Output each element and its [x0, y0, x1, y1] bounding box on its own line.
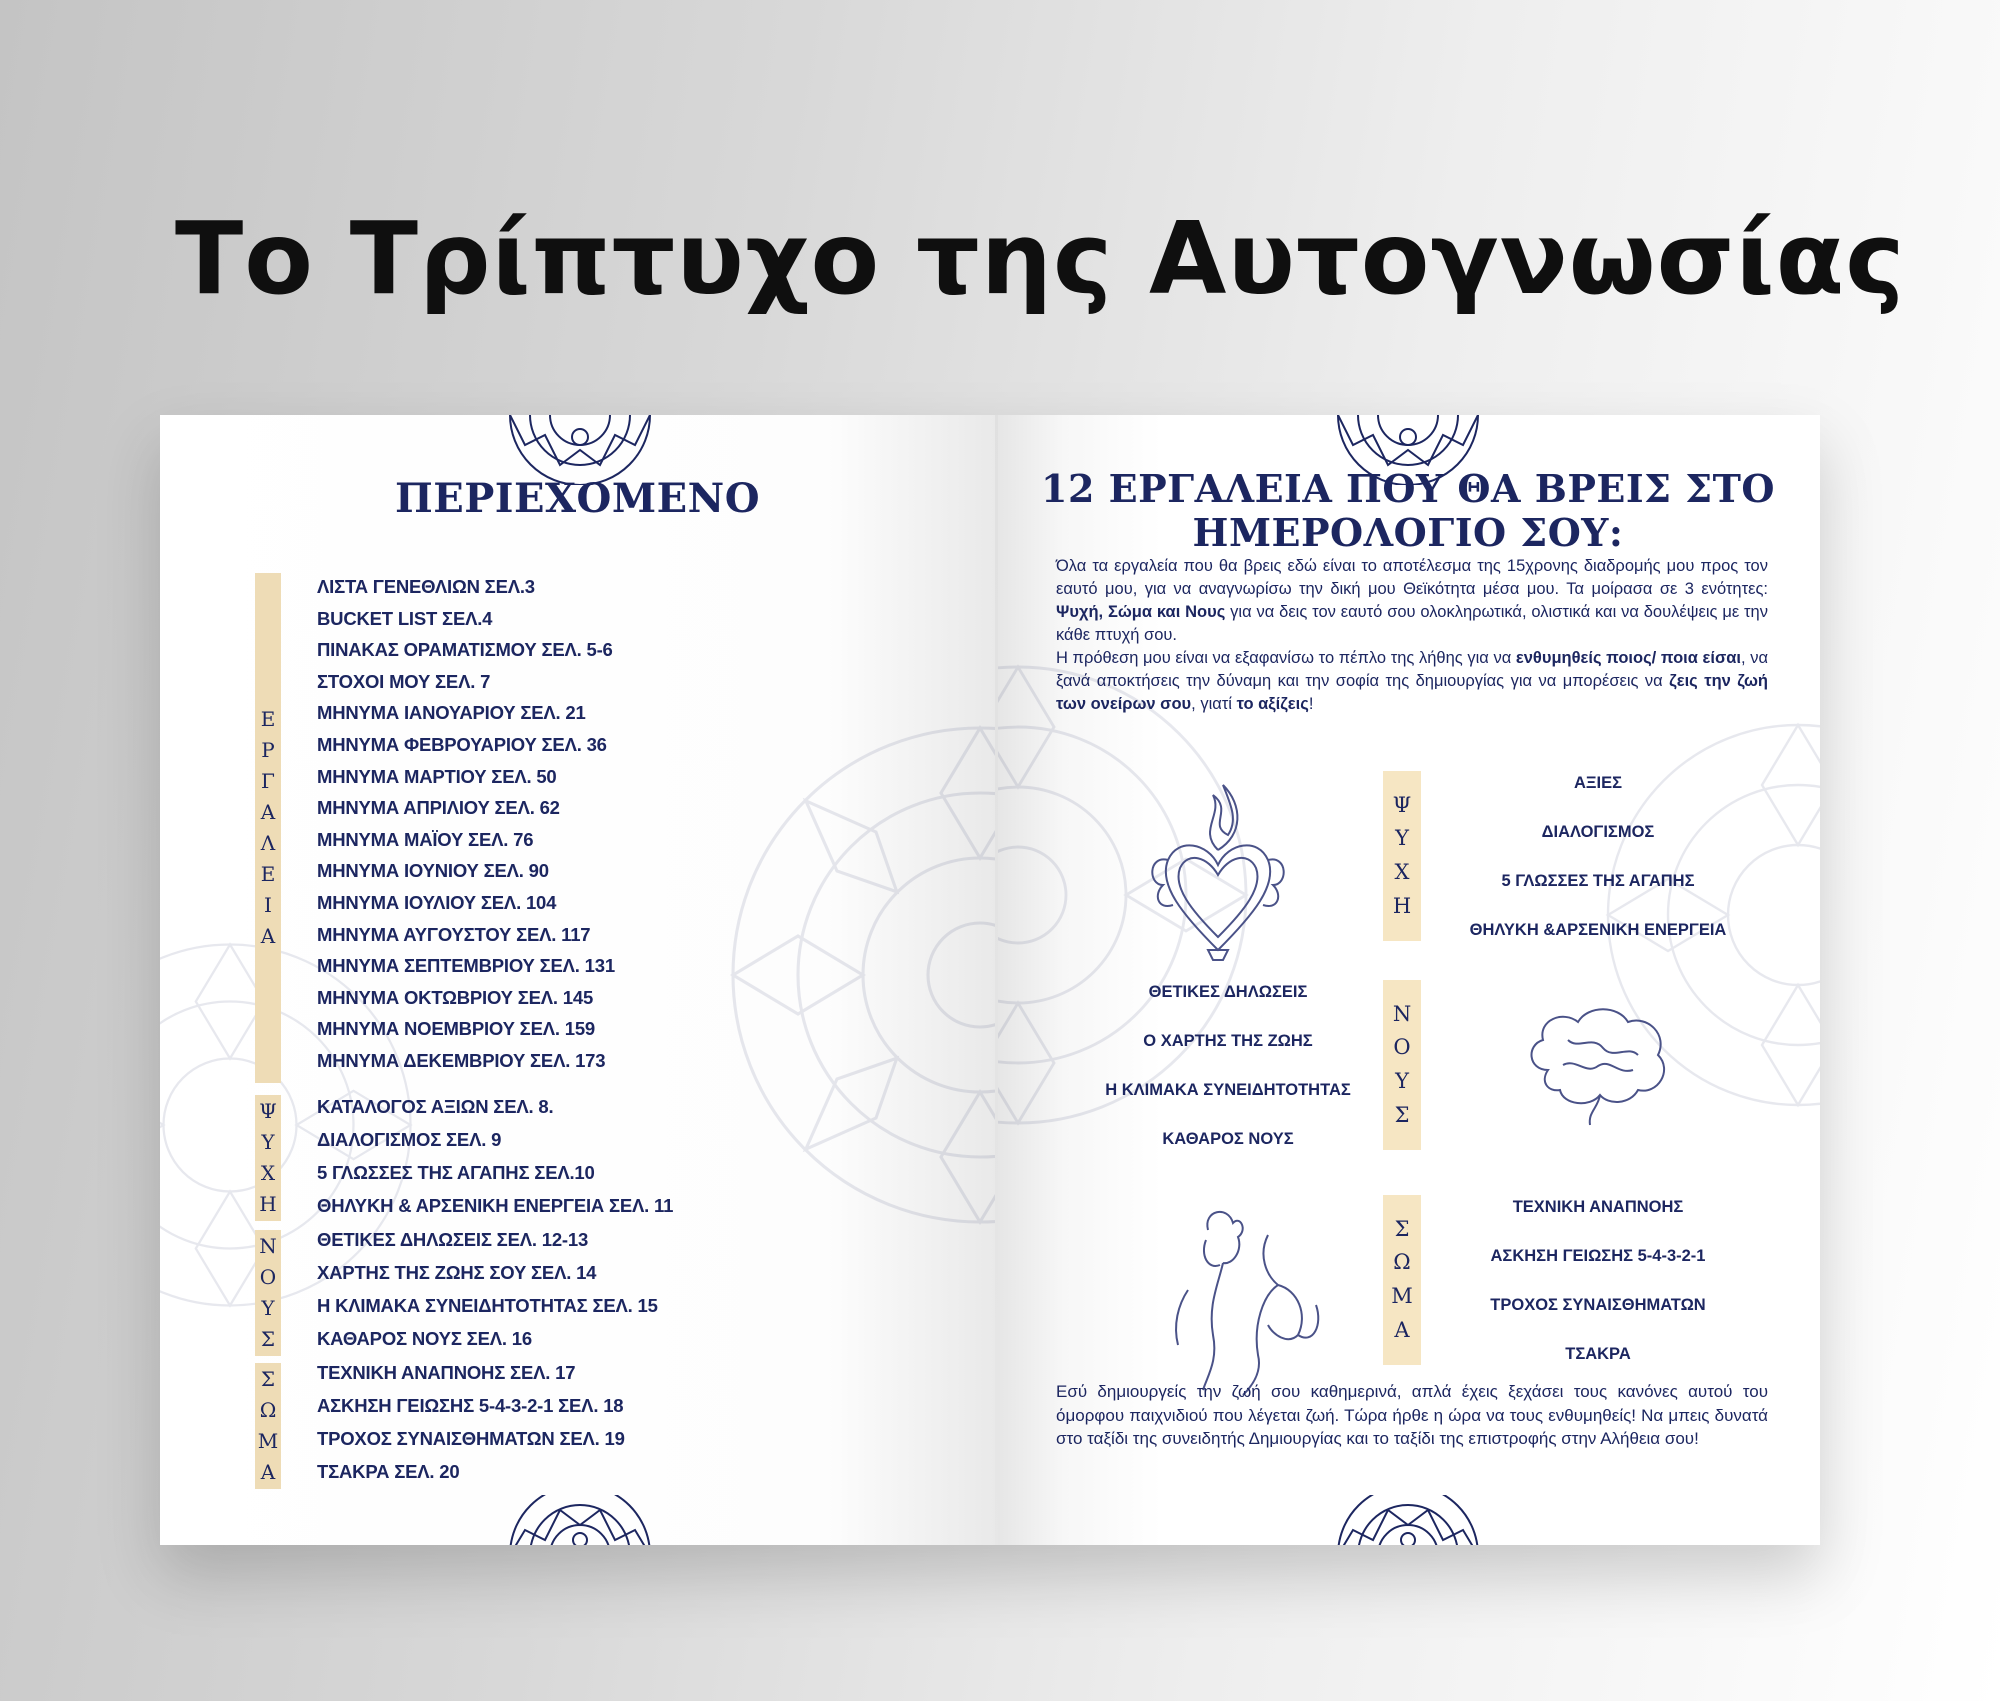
brain-illustration — [1518, 1000, 1678, 1130]
toc-item: ΜΗΝΥΜΑ ΔΕΚΕΜΒΡΙΟΥ ΣΕΛ. 173 — [317, 1049, 606, 1071]
tool-item: Η ΚΛΙΜΑΚΑ ΣΥΝΕΙΔΗΤΟΤΗΤΑΣ — [1105, 1081, 1351, 1099]
tool-item: ΤΡΟΧΟΣ ΣΥΝΑΙΣΘΗΜΑΤΩΝ — [1490, 1296, 1706, 1314]
tool-item: ΚΑΘΑΡΟΣ ΝΟΥΣ — [1162, 1130, 1294, 1148]
label-letter: Ν — [259, 1234, 277, 1258]
label-letter: Λ — [260, 831, 276, 855]
label-letter: Υ — [1395, 1069, 1409, 1093]
tool-item: ΑΞΙΕΣ — [1573, 774, 1623, 792]
toc-list-swma — [317, 1356, 625, 1488]
tool-item: ΑΣΚΗΣΗ ΓΕΙΩΣΗΣ 5-4-3-2-1 — [1490, 1247, 1706, 1265]
toc-item: ΜΗΝΥΜΑ ΜΑΪΟΥ ΣΕΛ. 76 — [317, 828, 534, 850]
tool-item: ΘΗΛΥΚΗ &ΑΡΣΕΝΙΚΗ ΕΝΕΡΓΕΙΑ — [1469, 921, 1727, 939]
label-letter: Υ — [261, 1296, 275, 1320]
label-letter: Α — [260, 800, 276, 824]
toc-item: 5 ΓΛΩΣΣΕΣ ΤΗΣ ΑΓΑΠΗΣ ΣΕΛ.10 — [317, 1162, 595, 1183]
toc-list-psyxh — [317, 1090, 673, 1222]
tool-item: Ο ΧΑΡΤΗΣ ΤΗΣ ΖΩΗΣ — [1143, 1032, 1313, 1050]
toc-item: ΜΗΝΥΜΑ ΙΟΥΝΙΟΥ ΣΕΛ. 90 — [317, 860, 549, 882]
toc-item: ΜΗΝΥΜΑ ΝΟΕΜΒΡΙΟΥ ΣΕΛ. 159 — [317, 1018, 596, 1040]
label-letter: Η — [259, 1192, 277, 1216]
intro-paragraph — [1056, 555, 1768, 716]
toc-item: Η ΚΛΙΜΑΚΑ ΣΥΝΕΙΔΗΤΟΤΗΤΑΣ ΣΕΛ. 15 — [317, 1295, 658, 1316]
toc-item: ΜΗΝΥΜΑ ΑΠΡΙΛΙΟΥ ΣΕΛ. 62 — [317, 797, 560, 819]
tools-list-nous — [1078, 968, 1378, 1164]
group-label-psyxh — [255, 1095, 281, 1221]
intro-bold: το αξίζεις — [1236, 695, 1309, 713]
label-letter: Ψ — [259, 1099, 277, 1123]
intro-text: για να δεις τον εαυτό σου ολοκληρωτικά, ολιστικά και να δουλέψεις με την κάθε πτυχή σου. — [1056, 603, 1768, 644]
toc-list-ergaleia — [317, 571, 615, 1077]
label-letter: Μ — [1391, 1284, 1413, 1308]
label-letter: Η — [1392, 893, 1412, 918]
right-page — [998, 415, 1820, 1545]
intro-text: , να ξανά αποκτήσεις την δύναμη και την σοφία της δημιουργίας για να μπορέσεις να — [1056, 649, 1768, 690]
toc-heading: ΠΕΡΙΕΧΟΜΕΝΟ — [394, 475, 761, 522]
toc-item: ΜΗΝΥΜΑ ΙΑΝΟΥΑΡΙΟΥ ΣΕΛ. 21 — [317, 702, 586, 724]
intro-bold: Ψυχή, Σώμα και Νους — [1056, 603, 1226, 621]
label-letter: Σ — [1394, 1102, 1410, 1127]
label-letter: Σ — [1394, 1216, 1410, 1241]
outro-paragraph: Εσύ δημιουργείς την ζωή σου καθημερινά, απλά έχεις ξεχάσει τους κανόνες αυτού του όμορφου παιχνιδιού που λέγεται ζωή. Τώρα ήρθε η ώρα να τους ενθυμηθείς! Να μπεις δυνατά στο ταξίδι της συνειδητής Δημιουργίας και το ταξίδι της επιστροφής στην Αλήθεια σου! — [1056, 1382, 1768, 1448]
toc-item: ΑΣΚΗΣΗ ΓΕΙΩΣΗΣ 5-4-3-2-1 ΣΕΛ. 18 — [317, 1395, 624, 1416]
intro-bold: ζεις την ζωή των ονείρων σου — [1056, 672, 1768, 713]
label-letter: Α — [260, 1460, 276, 1484]
group-label-nous — [255, 1230, 281, 1356]
label-letter: Σ — [260, 1327, 276, 1351]
label-letter: Ρ — [261, 738, 275, 762]
label-letter: Ε — [260, 707, 276, 731]
toc-item: ΜΗΝΥΜΑ ΜΑΡΤΙΟΥ ΣΕΛ. 50 — [317, 765, 557, 787]
tools-heading — [1028, 467, 1788, 555]
left-page — [160, 415, 995, 1545]
label-letter: Ω — [259, 1398, 277, 1422]
label-letter: Ο — [1393, 1035, 1411, 1060]
label-letter: Υ — [261, 1130, 275, 1154]
label-letter: Γ — [261, 769, 275, 793]
mandala-watermark-icon — [720, 715, 995, 1235]
main-title: Το Τρίπτυχο της Αυτογνωσίας — [175, 200, 1906, 317]
label-letter: Σ — [260, 1367, 276, 1391]
label-letter: Ι — [264, 893, 272, 917]
toc-list-nous — [317, 1223, 658, 1355]
intro-text: Η πρόθεση μου είναι να εξαφανίσω το πέπλο της λήθης για να — [1056, 649, 1516, 667]
toc-item: ΘΕΤΙΚΕΣ ΔΗΛΩΣΕΙΣ ΣΕΛ. 12-13 — [317, 1229, 589, 1250]
tool-item: ΔΙΑΛΟΓΙΣΜΟΣ — [1541, 823, 1655, 841]
label-letter: Υ — [1395, 826, 1409, 851]
label-letter: Α — [1394, 1317, 1410, 1342]
label-letter: Ω — [1393, 1250, 1411, 1275]
mandala-ornament-icon — [500, 1495, 660, 1545]
toc-item: ΤΣΑΚΡΑ ΣΕΛ. 20 — [317, 1461, 460, 1482]
woman-line-art-illustration — [1148, 1195, 1348, 1395]
label-letter: Μ — [257, 1429, 279, 1453]
toc-item: ΧΑΡΤΗΣ ΤΗΣ ΖΩΗΣ ΣΟΥ ΣΕΛ. 14 — [317, 1262, 597, 1283]
toc-item: ΜΗΝΥΜΑ ΟΚΤΩΒΡΙΟΥ ΣΕΛ. 145 — [317, 986, 594, 1008]
intro-text: ! — [1308, 695, 1314, 713]
label-letter: Ε — [260, 862, 276, 886]
label-letter: Α — [260, 924, 276, 948]
label-letter: Χ — [260, 1161, 276, 1185]
tools-heading-line1: 12 ΕΡΓΑΛΕΙΑ ΠΟΥ ΘΑ ΒΡΕΙΣ ΣΤΟ — [1041, 466, 1775, 511]
toc-item: ΛΙΣΤΑ ΓΕΝΕΘΛΙΩΝ ΣΕΛ.3 — [317, 576, 535, 597]
intro-bold: ενθυμηθείς ποιος/ ποια είσαι — [1515, 649, 1741, 667]
section-label-psyxh — [1383, 771, 1421, 941]
intro-text: Όλα τα εργαλεία που θα βρεις εδώ είναι το αποτέλεσμα της 15χρονης διαδρομής μου προς τον εαυτό μου, για να αναγνωρίσω την δική μου Θεϊκότητα μέσα μου. Τα μοίρασα σε 3 ενότητες: — [1056, 557, 1768, 598]
toc-item: ΚΑΘΑΡΟΣ ΝΟΥΣ ΣΕΛ. 16 — [317, 1328, 532, 1349]
toc-item: ΣΤΟΧΟΙ ΜΟΥ ΣΕΛ. 7 — [317, 670, 491, 692]
toc-item: ΚΑΤΑΛΟΓΟΣ ΑΞΙΩΝ ΣΕΛ. 8. — [317, 1096, 554, 1117]
intro-text: , γιατί — [1191, 695, 1237, 713]
toc-item: ΠΙΝΑΚΑΣ ΟΡΑΜΑΤΙΣΜΟΥ ΣΕΛ. 5-6 — [317, 639, 613, 661]
toc-item: ΘΗΛΥΚΗ & ΑΡΣΕΝΙΚΗ ΕΝΕΡΓΕΙΑ ΣΕΛ. 11 — [317, 1195, 674, 1216]
mandala-ornament-icon — [1328, 1495, 1488, 1545]
section-label-swma — [1383, 1195, 1421, 1365]
toc-item: ΜΗΝΥΜΑ ΑΥΓΟΥΣΤΟΥ ΣΕΛ. 117 — [317, 923, 591, 945]
group-label-ergaleia — [255, 573, 281, 1083]
tools-list-swma — [1448, 1183, 1748, 1379]
sacred-heart-illustration — [1143, 765, 1293, 965]
section-label-nous — [1383, 980, 1421, 1150]
group-label-swma — [255, 1363, 281, 1489]
toc-item: ΜΗΝΥΜΑ ΙΟΥΛΙΟΥ ΣΕΛ. 104 — [317, 891, 557, 913]
toc-item: ΜΗΝΥΜΑ ΦΕΒΡΟΥΑΡΙΟΥ ΣΕΛ. 36 — [317, 733, 607, 755]
label-letter: Ο — [259, 1265, 277, 1289]
tool-item: 5 ΓΛΩΣΣΕΣ ΤΗΣ ΑΓΑΠΗΣ — [1501, 872, 1695, 890]
toc-item: ΜΗΝΥΜΑ ΣΕΠΤΕΜΒΡΙΟΥ ΣΕΛ. 131 — [317, 955, 615, 977]
tools-list-psyxh — [1448, 759, 1748, 955]
tools-heading-line2: ΗΜΕΡΟΛΟΓΙΟ ΣΟΥ: — [1192, 510, 1624, 555]
toc-item: BUCKET LIST ΣΕΛ.4 — [317, 607, 493, 629]
label-letter: Χ — [1394, 860, 1410, 884]
toc-item: ΤΡΟΧΟΣ ΣΥΝΑΙΣΘΗΜΑΤΩΝ ΣΕΛ. 19 — [317, 1428, 625, 1449]
tool-item: ΤΕΧΝΙΚΗ ΑΝΑΠΝΟΗΣ — [1512, 1198, 1684, 1216]
open-book — [160, 415, 1820, 1545]
tool-item: ΘΕΤΙΚΕΣ ΔΗΛΩΣΕΙΣ — [1148, 983, 1308, 1001]
toc-item: ΔΙΑΛΟΓΙΣΜΟΣ ΣΕΛ. 9 — [317, 1129, 502, 1150]
label-letter: Ψ — [1392, 792, 1412, 817]
label-letter: Ν — [1392, 1001, 1412, 1026]
tool-item: ΤΣΑΚΡΑ — [1565, 1345, 1631, 1363]
toc-item: ΤΕΧΝΙΚΗ ΑΝΑΠΝΟΗΣ ΣΕΛ. 17 — [317, 1362, 576, 1383]
